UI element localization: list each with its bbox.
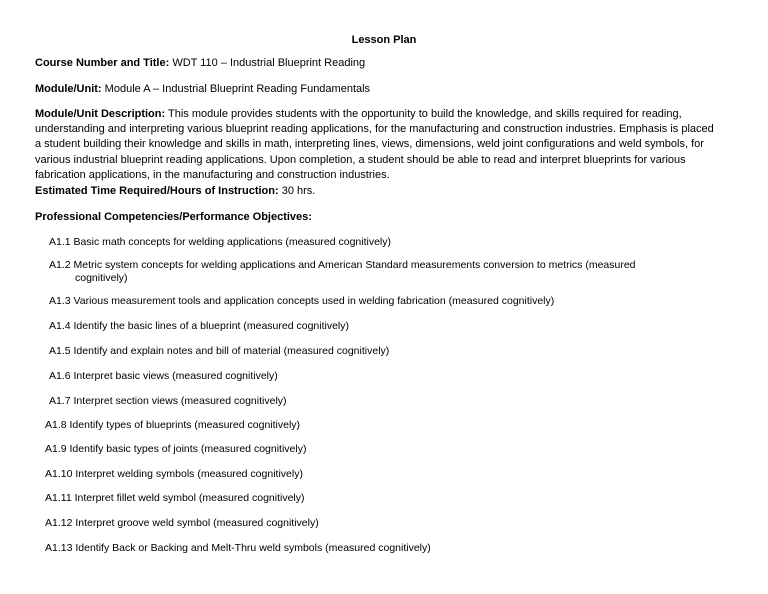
objective-item: A1.5 Identify and explain notes and bill of material (measured cognitively)	[49, 345, 390, 357]
objective-item: A1.11 Interpret fillet weld symbol (measured cognitively)	[45, 492, 305, 504]
description-label: Module/Unit Description:	[35, 108, 166, 120]
objective-text: A1.2 Metric system concepts for welding applications and American Standard measurements conversion to metrics (measured	[49, 259, 636, 271]
module-field	[35, 82, 715, 97]
objective-continuation: cognitively)	[75, 272, 128, 284]
objective-item: A1.9 Identify basic types of joints (measured cognitively)	[45, 443, 307, 455]
competencies-heading: Professional Competencies/Performance Objectives:	[35, 211, 312, 223]
objective-item: A1.6 Interpret basic views (measured cognitively)	[49, 370, 278, 382]
module-label: Module/Unit:	[35, 83, 102, 95]
course-label: Course Number and Title:	[35, 57, 170, 69]
objective-item: A1.4 Identify the basic lines of a blueprint (measured cognitively)	[49, 320, 349, 332]
objective-item: A1.10 Interpret welding symbols (measured cognitively)	[45, 468, 303, 480]
time-field	[35, 184, 715, 199]
time-value: 30 hrs.	[281, 185, 316, 197]
objective-item: A1.7 Interpret section views (measured cognitively)	[49, 395, 287, 407]
objective-item: A1.12 Interpret groove weld symbol (measured cognitively)	[45, 517, 319, 529]
objective-item: A1.8 Identify types of blueprints (measured cognitively)	[45, 419, 301, 431]
description-field	[35, 107, 715, 183]
description-value: This module provides students with the opportunity to build the knowledge, and skills required for reading, understanding and interpreting various blueprint reading applications, for the manufacturing and construction industries. Emphasis is placed a student building their knowledge and skills in math, interpreting lines, views, dimensions, weld joint configurations and weld symbols, for various industrial blueprint reading applications. Upon completion, a student should be able to read and interpret blueprints for various fabrication applications, in the manufacturing and construction industries.	[35, 108, 714, 181]
objective-item: A1.1 Basic math concepts for welding applications (measured cognitively)	[49, 236, 392, 248]
course-value: WDT 110 – Industrial Blueprint Reading	[172, 57, 366, 69]
objective-item	[49, 259, 669, 285]
objective-item: A1.3 Various measurement tools and application concepts used in welding fabrication (measured cognitively)	[49, 295, 555, 307]
objective-item: A1.13 Identify Back or Backing and Melt-Thru weld symbols (measured cognitively)	[45, 542, 431, 554]
page-title: Lesson Plan	[351, 34, 417, 46]
module-value: Module A – Industrial Blueprint Reading Fundamentals	[104, 83, 371, 95]
time-label: Estimated Time Required/Hours of Instruction:	[35, 185, 279, 197]
course-field	[35, 56, 715, 71]
